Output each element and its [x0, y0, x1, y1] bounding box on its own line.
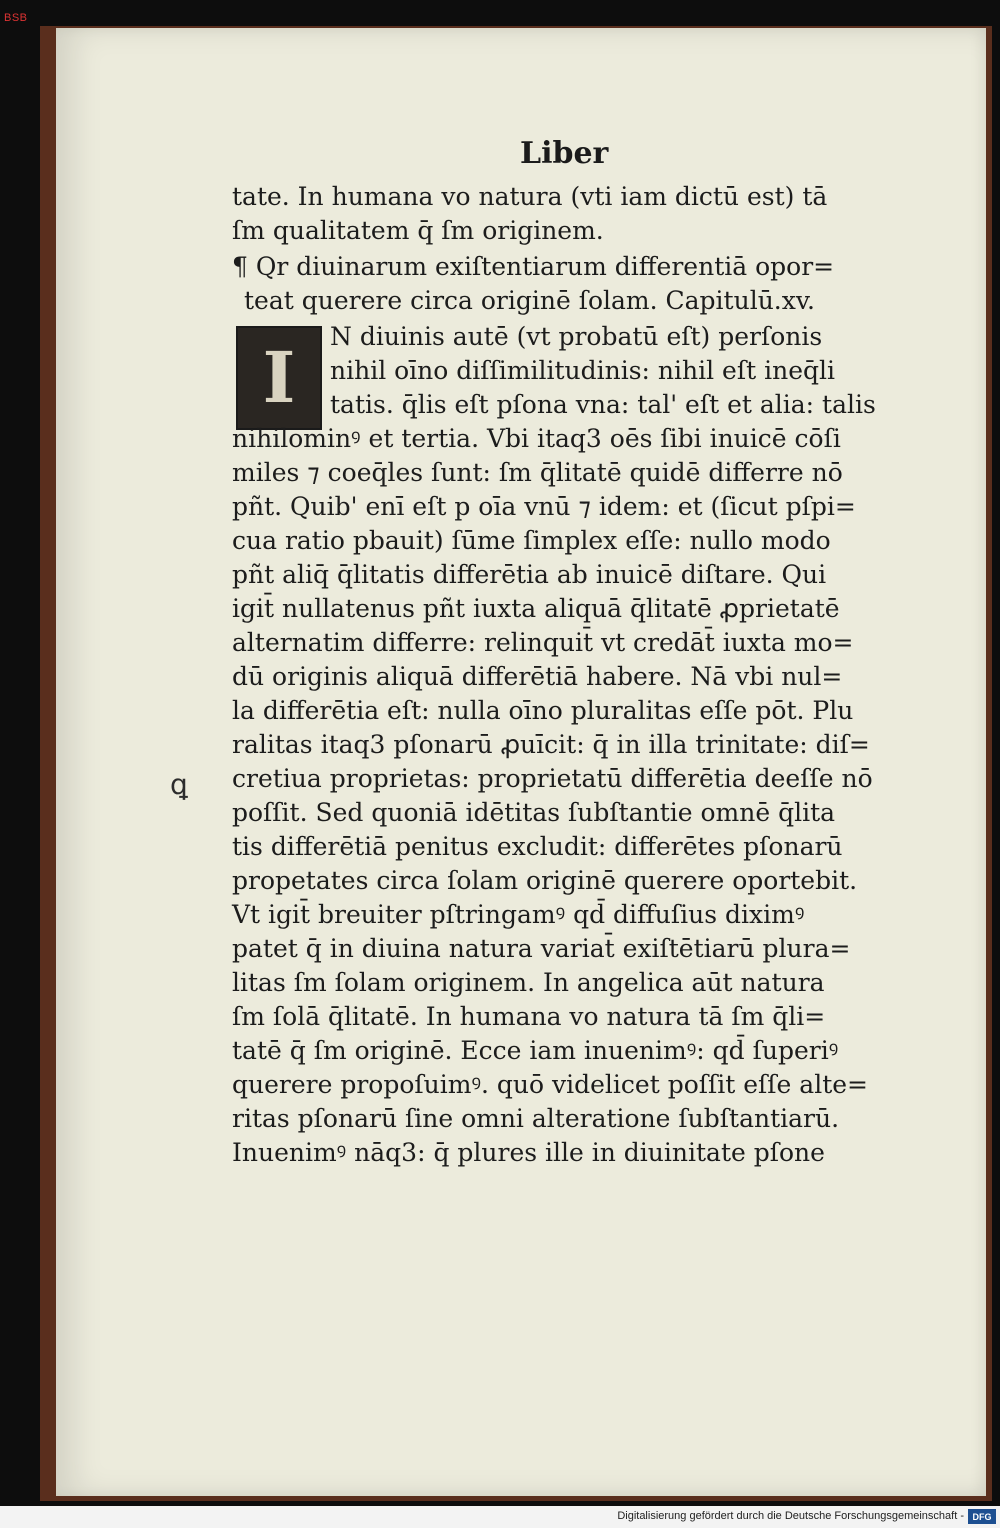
decorated-initial	[236, 326, 322, 430]
text-line: tate. In humana vo natura (vti iam dictū est) tā	[232, 182, 828, 211]
text-line: igit̄ nullatenus pñt iuxta aliquā q̄litatē ꝓprietatē	[232, 594, 840, 623]
text-line: Vt igit̄ breuiter pſtringamꝰ qd̄ diffuſius diximꝰ	[232, 900, 805, 929]
library-tag: BSB	[4, 12, 28, 24]
text-line: pñt. Quib' enī eſt p oīa vnū ⁊ idem: et (ſicut pſpi=	[232, 492, 856, 521]
text-line: nihil oīno diſſimilitudinis: nihil eſt ineq̄li	[330, 356, 835, 385]
text-line: ralitas itaq3 pſonarū ꝓuīcit: q̄ in illa trinitate: diſ=	[232, 730, 870, 759]
chapter-heading-line: ¶ Qr diuinarum exiſtentiarum differentiā opor=	[232, 252, 835, 281]
text-line: litas ſm ſolam originem. In angelica aūt natura	[232, 968, 825, 997]
text-line: querere propoſuimꝰ. quō videlicet poſſit eſſe alte=	[232, 1070, 868, 1099]
text-line: la differētia eſt: nulla oīno pluralitas eſſe pōt. Plu	[232, 696, 854, 725]
text-line: miles ⁊ coeq̄les ſunt: ſm q̄litatē quidē differre nō	[232, 458, 843, 487]
text-line: alternatim differre: relinquit̄ vt credāt̄ iuxta mo=	[232, 628, 854, 657]
text-line: tatis. q̄lis eſt pſona vna: tal' eſt et alia: talis	[330, 390, 876, 419]
text-line: tatē q̄ ſm originē. Ecce iam inuenimꝰ: qd̄ ſuperiꝰ	[232, 1036, 839, 1065]
text-line: cretiua proprietas: proprietatū differētia deeſſe nō	[232, 764, 873, 793]
text-line: patet q̄ in diuina natura variat̄ exiſtētiarū plura=	[232, 934, 851, 963]
text-line: nihilominꝰ et tertia. Vbi itaq3 oēs ſibi inuicē cōſi	[232, 424, 841, 453]
funding-notice: Digitalisierung gefördert durch die Deutsche Forschungsgemeinschaft -	[617, 1510, 964, 1522]
footer-bar	[0, 1506, 1000, 1528]
text-line: pñt aliq̄ q̄litatis differētia ab inuicē diſtare. Qui	[232, 560, 827, 589]
running-head: Liber	[520, 136, 609, 171]
text-line: propetates circa ſolam originē querere oportebit.	[232, 866, 858, 895]
text-line: N diuinis autē (vt probatū eſt) perſonis	[330, 322, 823, 351]
text-line: Inuenimꝰ nāq3: q̄ plures ille in diuinitate pſone	[232, 1138, 825, 1167]
text-line: ſm qualitatem q̄ ſm originem.	[232, 216, 604, 245]
text-line: poſſit. Sed quoniā idētitas ſubſtantie omnē q̄lita	[232, 798, 836, 827]
text-line: cua ratio pbauit) ſūme ſimplex eſſe: nullo modo	[232, 526, 831, 555]
text-line: tis differētiā penitus excludit: differētes pſonarū	[232, 832, 843, 861]
dfg-logo[interactable]: DFG	[968, 1509, 996, 1524]
text-line: dū originis aliquā differētiā habere. Nā vbi nul=	[232, 662, 843, 691]
text-line: ritas pſonarū ſine omni alteratione ſubſtantiarū.	[232, 1104, 840, 1133]
text-line: ſm ſolā q̄litatē. In humana vo natura tā ſm q̄li=	[232, 1002, 826, 1031]
initial-letter: I	[262, 336, 296, 419]
marginal-note: ꝗ	[170, 768, 188, 801]
chapter-heading-line: teat querere circa originē ſolam. Capitulū.xv.	[244, 286, 815, 315]
